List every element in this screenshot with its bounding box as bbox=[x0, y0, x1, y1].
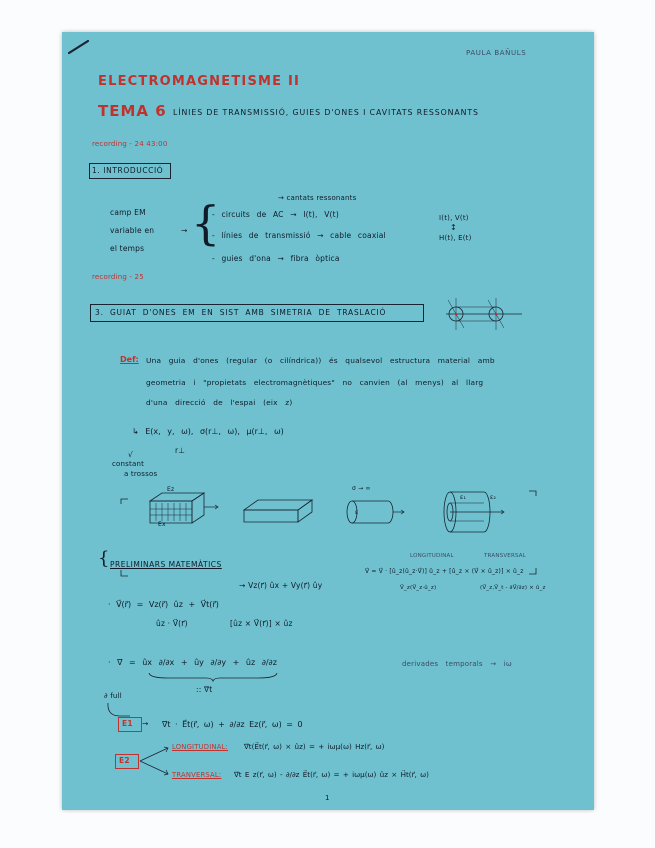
intro-item-3: - guies d'ona → fibra òptica bbox=[212, 254, 340, 263]
decomp-right-under: (V⃗_z,V⃗_t - ∂V⃗/∂z) × û_z bbox=[480, 585, 546, 591]
def-line-3: d'una direcció de l'espai (eix z) bbox=[146, 398, 293, 407]
long-eq: ∇⃗t(E⃗t(r⃗, ω) × ûz) = + iωμ(ω) Hz(r⃗, ω) bbox=[244, 742, 385, 751]
transversal-label: TRANSVERSAL bbox=[484, 553, 527, 559]
left-arrow: → bbox=[181, 226, 188, 235]
trans-label: TRANVERSAL: bbox=[172, 771, 222, 779]
pencil-mark-icon bbox=[68, 40, 90, 54]
left-brace: { bbox=[191, 196, 221, 250]
recording-note-1: recording - 24 43:00 bbox=[92, 140, 168, 148]
left-col-2: variable en bbox=[110, 226, 155, 235]
slab-waveguide-figure bbox=[240, 494, 320, 534]
intro-item-2: - línies de transmissió → cable coaxial bbox=[212, 231, 386, 240]
prelim-sum: → Vz(r⃗) ûx + Vy(r⃗) ûy bbox=[239, 581, 323, 590]
fig4-e2: ε₂ bbox=[490, 494, 497, 501]
fig3-label: ε bbox=[355, 509, 359, 516]
rectangular-waveguide-figure bbox=[142, 487, 222, 537]
section-1-note: → cantats ressonants bbox=[278, 194, 357, 202]
right-mid: ↕ bbox=[450, 223, 457, 232]
full-label: ∂ full bbox=[104, 692, 122, 700]
derivades-note: derivades temporals → iω bbox=[402, 660, 512, 668]
author-name: PAULA BAÑULS bbox=[466, 49, 527, 57]
def-line-1: Una guia d'ones (regular (o cilíndrica)) és qualsevol estructura material amb bbox=[146, 356, 495, 365]
def-props: ↳ E(x, y, ω), σ(r⊥, ω), μ(r⊥, ω) bbox=[132, 427, 284, 436]
def-trossos: a trossos bbox=[124, 470, 158, 478]
e1-arrow-icon: → bbox=[142, 719, 149, 728]
figure-bracket-right bbox=[528, 490, 538, 576]
prelim-v-under-right: [ûz × V⃗(r⃗)] × ûz bbox=[230, 619, 293, 628]
e2-branch-arrows bbox=[138, 744, 172, 778]
trans-eq: ∇⃗t E z(r⃗, ω) - ∂/∂z E⃗t(r⃗, ω) = + iωμ(ω) ûz × H⃗t(r⃗, ω) bbox=[234, 770, 429, 779]
def-line-2: geometria i "propietats electromagnètiques" no canvien (al menys) al llarg bbox=[146, 378, 484, 387]
right-bottom: H(t), E(t) bbox=[439, 234, 472, 242]
prelim-v-under-left: ûz · V⃗(r⃗) bbox=[156, 619, 188, 628]
page-number: 1 bbox=[325, 794, 330, 802]
section-3-heading: 3. GUIAT D'ONES EM EN SIST AMB SIMETRIA DE TRASLACIÓ bbox=[95, 308, 387, 317]
def-label: Def: bbox=[120, 355, 139, 364]
right-top: I(t), V(t) bbox=[439, 214, 469, 222]
e1-eq: ∇⃗t · E⃗t(r⃗, ω) + ∂/∂z Ez(r⃗, ω) = 0 bbox=[162, 720, 303, 729]
prelim-heading: PRELIMINARS MATEMÀTICS bbox=[110, 560, 222, 569]
nabla-underbrace bbox=[148, 672, 278, 682]
optical-fiber-figure bbox=[440, 484, 520, 540]
prelim-brace: { bbox=[98, 548, 110, 569]
notebook-page bbox=[62, 32, 594, 810]
section-1-heading: 1. INTRODUCCIÓ bbox=[92, 166, 164, 175]
longitudinal-label: LONGITUDINAL bbox=[410, 553, 454, 559]
coax-sketch-icon bbox=[442, 294, 532, 334]
fig3-top: σ → ∞ bbox=[352, 485, 371, 492]
cylindrical-waveguide-figure bbox=[340, 492, 430, 532]
e2-label: E2 bbox=[119, 756, 130, 765]
topic-title: LÍNIES DE TRANSMISSIÓ, GUIES D'ONES I CAVITATS RESSONANTS bbox=[173, 108, 479, 117]
def-rz: r⊥ bbox=[175, 446, 186, 455]
fig1-ez: Ez bbox=[167, 486, 175, 493]
def-constant: constant bbox=[112, 460, 145, 468]
prelim-v: · V⃗(r⃗) = Vz(r⃗) ûz + V⃗t(r⃗) bbox=[108, 600, 219, 609]
fig4-e1: ε₁ bbox=[460, 494, 467, 501]
intro-item-1: - circuits de AC → I(t), V(t) bbox=[212, 210, 339, 219]
left-col-3: el temps bbox=[110, 244, 145, 253]
fig1-ex: Ex bbox=[158, 521, 166, 528]
course-title: ELECTROMAGNETISME II bbox=[98, 74, 301, 89]
def-check: √ bbox=[128, 450, 133, 459]
topic-label: TEMA 6 bbox=[98, 102, 167, 120]
long-label: LONGITUDINAL: bbox=[172, 743, 229, 751]
e1-label: E1 bbox=[122, 719, 133, 728]
decomp-eq: V⃗ = V⃗ · [û_z(û_z·V⃗)] û_z + [û_z × (V⃗ × û_z)] × û_z bbox=[365, 568, 524, 575]
prelim-nabla: · ∇⃗ = ûx ∂/∂x + ûy ∂/∂y + ûz ∂/∂z bbox=[108, 658, 277, 667]
decomp-left-under: V⃗_z(V⃗_z·û_z) bbox=[400, 585, 437, 591]
recording-note-2: recording - 25 bbox=[92, 273, 144, 281]
left-col-1: camp EM bbox=[110, 208, 146, 217]
prelim-nabla-under: :: ∇⃗t bbox=[196, 685, 213, 694]
